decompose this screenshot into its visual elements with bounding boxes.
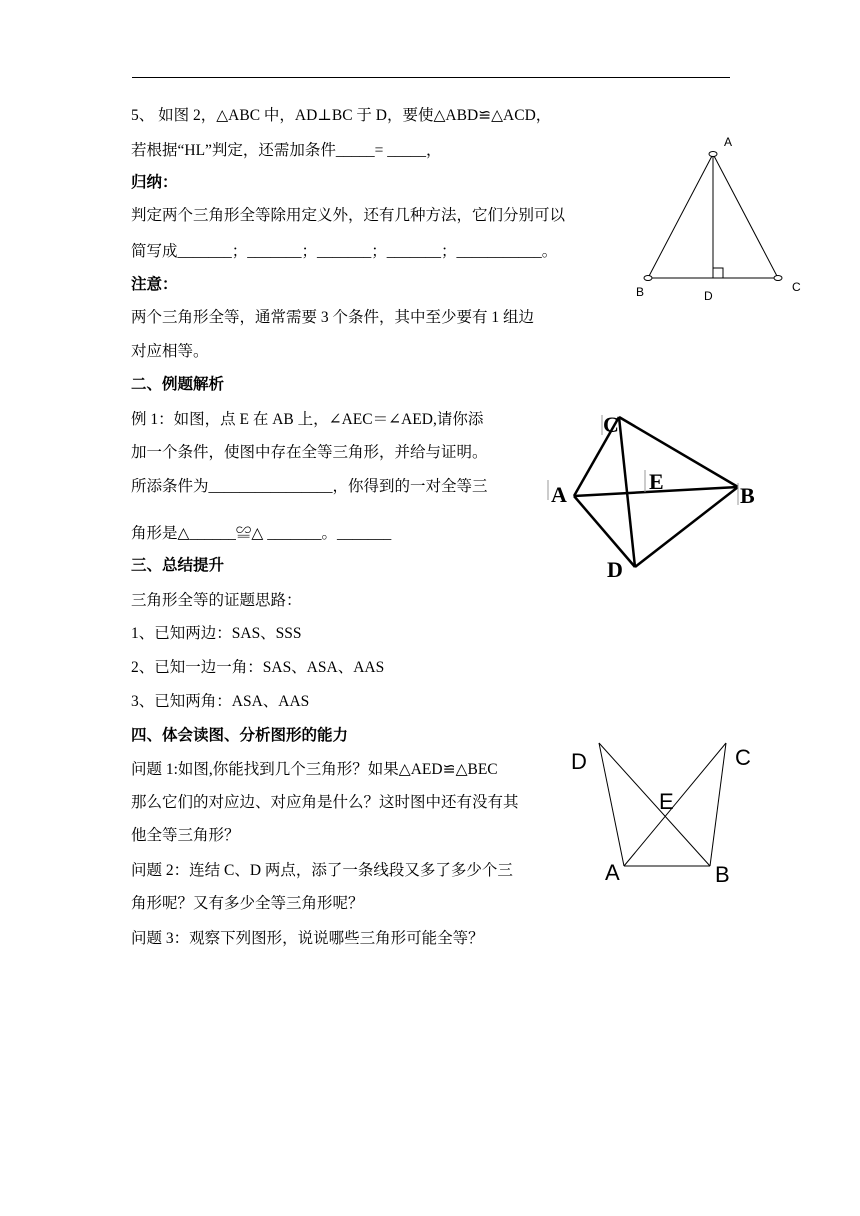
section2-heading: 二、例题解析 [131, 376, 225, 393]
induce-line2: 简写成_______；_______；_______；_______；___________。 [131, 243, 558, 260]
example1-line1: 例 1：如图，点 E 在 AB 上，∠AEC＝∠AED,请你添 [131, 411, 484, 428]
figure-triangle-abc [630, 130, 810, 310]
fig2-label-e: E [649, 469, 664, 494]
fig3-label-e: E [659, 789, 674, 814]
note-line1: 两个三角形全等，通常需要 3 个条件，其中至少要有 1 组边 [131, 309, 535, 326]
note-heading: 注意： [131, 276, 178, 293]
figure-example1 [545, 405, 775, 585]
fig3-label-c: C [735, 745, 751, 770]
fig1-label-a: A [724, 135, 733, 149]
fig3-label-d: D [571, 749, 587, 774]
problem2-line2: 角形呢？又有多少全等三角形呢？ [131, 895, 364, 912]
section4-heading: 四、体会读图、分析图形的能力 [131, 727, 349, 744]
q5-line1: 5、 如图 2，△ABC 中，AD⊥BC 于 D，要使△ABD≌△ACD， [131, 107, 552, 124]
fig1-label-b: B [636, 285, 645, 299]
problem3-line: 问题 3：观察下列图形，说说哪些三角形可能全等？ [131, 930, 484, 947]
section3-item-2: 2、已知一边一角：SAS、ASA、AAS [131, 659, 385, 676]
section3-item-1: 1、已知两边：SAS、SSS [131, 625, 302, 642]
fig1-label-d: D [704, 289, 713, 303]
note-line2: 对应相等。 [131, 343, 209, 360]
induce-heading: 归纳： [131, 174, 178, 191]
fig2-label-c: C [603, 412, 619, 437]
problem1-line1: 问题 1:如图,你能找到几个三角形？如果△AED≌△BEC [131, 761, 498, 778]
figure-problem1 [560, 730, 770, 900]
fig3-label-b: B [715, 862, 730, 887]
fig2-label-b: B [740, 483, 755, 508]
example1-line2: 加一个条件，使图中存在全等三角形，并给与证明。 [131, 444, 488, 461]
fig2-label-d: D [607, 557, 623, 582]
problem1-line2: 那么它们的对应边、对应角是什么？这时图中还有没有其 [131, 794, 519, 811]
q5-line2: 若根据“HL”判定，还需加条件_____= _____， [131, 142, 442, 159]
induce-line1: 判定两个三角形全等除用定义外，还有几种方法，它们分别可以 [131, 207, 566, 224]
section3-heading: 三、总结提升 [131, 557, 225, 574]
problem1-line3: 他全等三角形？ [131, 827, 240, 844]
example1-line3: 所添条件为________________，你得到的一对全等三 [131, 478, 488, 495]
section3-intro: 三角形全等的证题思路： [131, 592, 302, 609]
problem2-line1: 问题 2：连结 C、D 两点，添了一条线段又多了多少个三 [131, 862, 513, 879]
example1-line4: 角形是△______≌△ _______。_______ [131, 525, 392, 542]
fig3-label-a: A [605, 860, 620, 885]
fig2-label-a: A [551, 482, 567, 507]
section3-item-3: 3、已知两角：ASA、AAS [131, 693, 310, 710]
header-rule [132, 77, 730, 78]
fig1-label-c: C [792, 280, 801, 294]
